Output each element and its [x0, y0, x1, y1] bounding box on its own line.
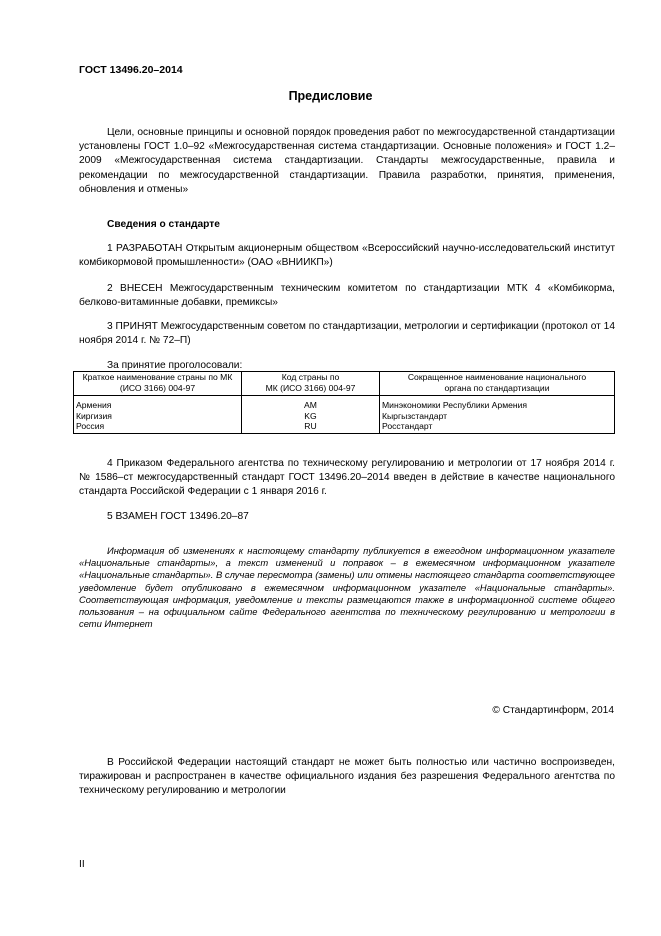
intro-paragraph: Цели, основные принципы и основной порядок проведения работ по межгосударственной стандартизации установлены ГОСТ 1.0–92 «Межгосударственная система стандартизации. Основные положения» и ГОСТ 1.2–2009 «Межгосударственная система стандартизации. Стандарты межгосударственные, правила и рекомендации по межгосударственной стандартизации. Правила разработки, принятия, применения, обновления и отмены» — [79, 127, 615, 195]
page-number: II — [79, 859, 85, 870]
item-introduced: 2 ВНЕСЕН Межгосударственным техническим комитетом по стандартизации МТК 4 «Комбикорма, белково-витаминные добавки, премиксы» — [79, 283, 615, 309]
restriction-paragraph: В Российской Федерации настоящий стандарт не может быть полностью или частично воспроизведен, тиражирован и распространен в качестве официального издания без разрешения Федерального агентства по техническому регулированию и метрологии — [79, 757, 615, 797]
column-header-body-line2: органа по стандартизации — [444, 382, 550, 393]
column-header-code-line1: Код страны по — [281, 372, 340, 382]
table-row — [74, 396, 615, 411]
document-id: ГОСТ 13496.20–2014 — [79, 64, 183, 76]
copyright: © Стандартинформ, 2014 — [492, 705, 614, 716]
column-header-body — [380, 372, 615, 396]
column-header-country-line2: (ИСО 3166) 004-97 — [119, 382, 196, 393]
changes-notice: Информация об изменениях к настоящему стандарту публикуется в ежегодном информационном указателе «Национальные стандарты», а текст изменений и поправок – в ежемесячном информационном указателе «Национальные стандарты». В случае пересмотра (замены) или отмены настоящего стандарта соответствующее уведомление будет опубликовано в ежемесячном информационном указателе «Национальные стандарты». Соответствующая информация, уведомление и тексты размещаются также в информационной системе общего пользования – на официальном сайте Федерального агентства по техническому регулированию и метрологии в сети Интернет — [79, 545, 615, 630]
item-replaces: 5 ВЗАМЕН ГОСТ 13496.20–87 — [107, 511, 249, 522]
cell-body: Росстандарт — [380, 421, 615, 433]
item-adopted: 3 ПРИНЯТ Межгосударственным советом по стандартизации, метрологии и сертификации (протокол от 14 ноября 2014 г. № 72–П) — [79, 321, 615, 347]
item-enacted: 4 Приказом Федерального агентства по техническому регулированию и метрологии от 17 ноября 2014 г. № 1586–ст межгосударственный стандарт ГОСТ 13496.20–2014 введен в действие в качестве национального стандарта Российской Федерации с 1 января 2016 г. — [79, 458, 615, 498]
cell-country: Россия — [74, 421, 242, 433]
item-developed: 1 РАЗРАБОТАН Открытым акционерным обществом «Всероссийский научно-исследовательский институт комбикормовой промышленности» (ОАО «ВНИИКП») — [79, 243, 615, 269]
cell-code: KG — [242, 411, 380, 422]
cell-code: AM — [242, 396, 380, 411]
cell-country: Киргизия — [74, 411, 242, 422]
info-heading: Сведения о стандарте — [107, 219, 220, 230]
column-header-code — [242, 372, 380, 396]
votes-table — [73, 371, 615, 434]
cell-body: Кыргызстандарт — [380, 411, 615, 422]
cell-body: Минэкономики Республики Армения — [380, 396, 615, 411]
column-header-country — [74, 372, 242, 396]
voted-label: За принятие проголосовали: — [107, 360, 243, 371]
table-row — [74, 411, 615, 422]
table-header-row — [74, 372, 615, 396]
cell-code: RU — [242, 421, 380, 433]
column-header-country-line1: Краткое наименование страны по МК — [82, 372, 233, 382]
cell-country: Армения — [74, 396, 242, 411]
table-row — [74, 421, 615, 433]
page-title: Предисловие — [288, 89, 373, 103]
column-header-body-line1: Сокращенное наименование национального — [407, 372, 587, 382]
column-header-code-line2: МК (ИСО 3166) 004-97 — [265, 382, 356, 393]
